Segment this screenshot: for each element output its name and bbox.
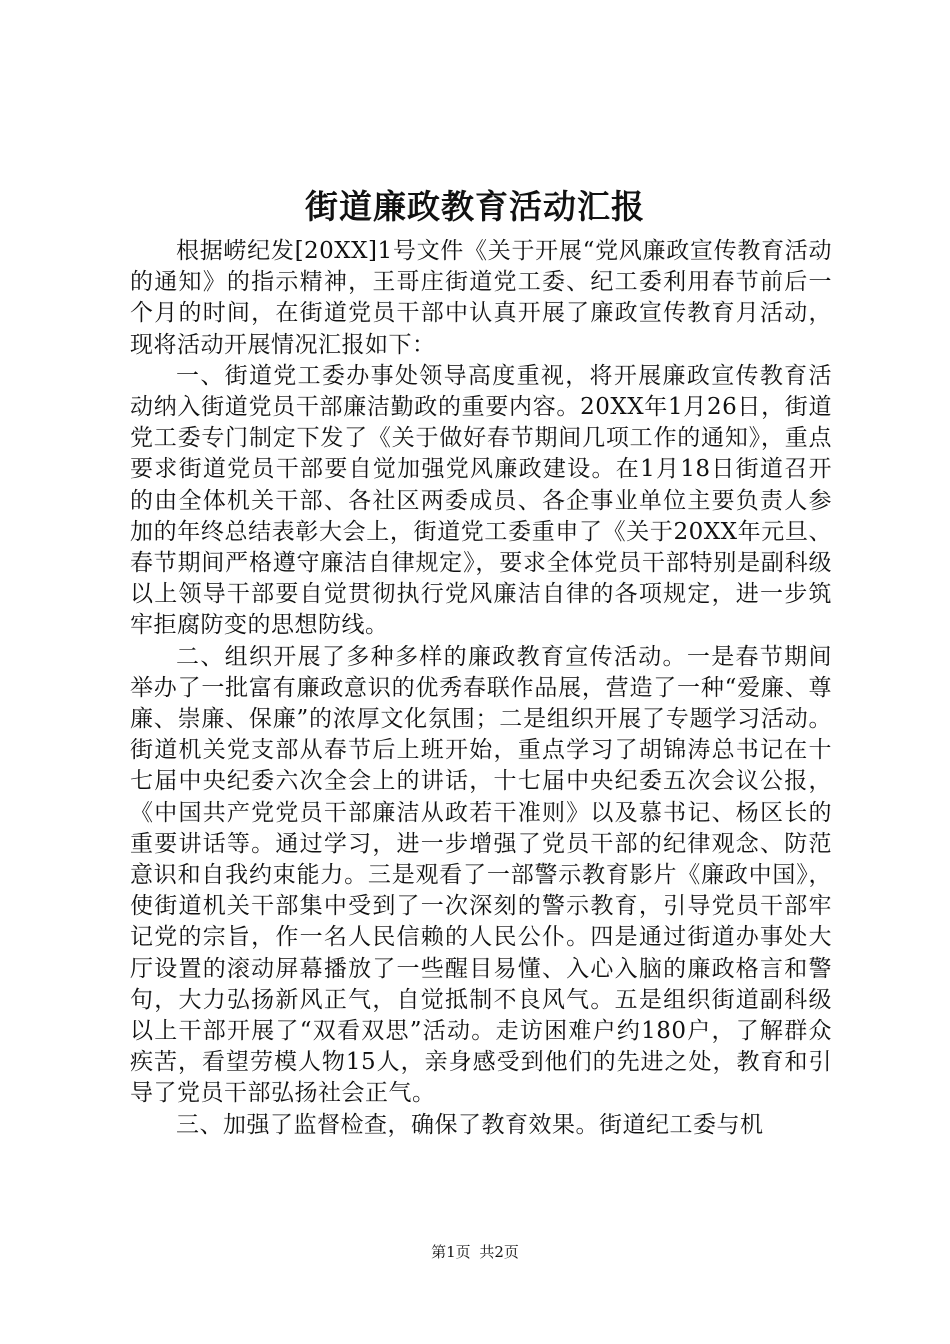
document-body	[130, 236, 832, 1141]
paragraph-section-3: 三、加强了监督检查，确保了教育效果。街道纪工委与机	[176, 1111, 764, 1138]
page-footer	[0, 1240, 950, 1264]
paragraph-section-2: 二、组织开展了多种多样的廉政教育宣传活动。一是春节期间举办了一批富有廉政意识的优秀春联作品展，营造了一种“爱廉、尊廉、崇廉、保廉”的浓厚文化氛围；二是组织开展了专题学习活动。街道机关党支部从春节后上班开始，重点学习了胡锦涛总书记在十七届中央纪委六次全会上的讲话，十七届中央纪委五次会议公报，《中国共产党党员干部廉洁从政若干准则》以及慕书记、杨区长的重要讲话等。通过学习，进一步增强了党员干部的纪律观念、防范意识和自我约束能力。三是观看了一部警示教育影片《廉政中国》，使街道机关干部集中受到了一次深刻的警示教育，引导党员干部牢记党的宗旨，作一名人民信赖的人民公仆。四是通过街道办事处大厅设置的滚动屏幕播放了一些醒目易懂、入心入脑的廉政格言和警句，大力弘扬新风正气，自觉抵制不良风气。五是组织街道副科级以上干部开展了“双看双思”活动。走访困难户约180户，了解群众疾苦，看望劳模人物15人，亲身感受到他们的先进之处，教育和引导了党员干部弘扬社会正气。	[130, 643, 832, 1107]
paragraph-intro: 根据崂纪发[20XX]1号文件《关于开展“党风廉政宣传教育活动的通知》的指示精神，王哥庄街道党工委、纪工委利用春节前后一个月的时间，在街道党员干部中认真开展了廉政宣传教育月活动，现将活动开展情况汇报如下：	[130, 238, 832, 358]
paragraph-section-1: 一、街道党工委办事处领导高度重视，将开展廉政宣传教育活动纳入街道党员干部廉洁勤政的重要内容。20XX年1月26日，街道党工委专门制定下发了《关于做好春节期间几项工作的通知》，重点要求街道党员干部要自觉加强党风廉政建设。在1月18日街道召开的由全体机关干部、各社区两委成员、各企事业单位主要负责人参加的年终总结表彰大会上，街道党工委重申了《关于20XX年元旦、春节期间严格遵守廉洁自律规定》，要求全体党员干部特别是副科级以上领导干部要自觉贯彻执行党风廉洁自律的各项规定，进一步筑牢拒腐防变的思想防线。	[130, 362, 832, 639]
page-number: 第1页	[431, 1243, 471, 1261]
document-title: 街道廉政教育活动汇报	[305, 187, 645, 226]
page-total: 共2页	[479, 1243, 519, 1261]
